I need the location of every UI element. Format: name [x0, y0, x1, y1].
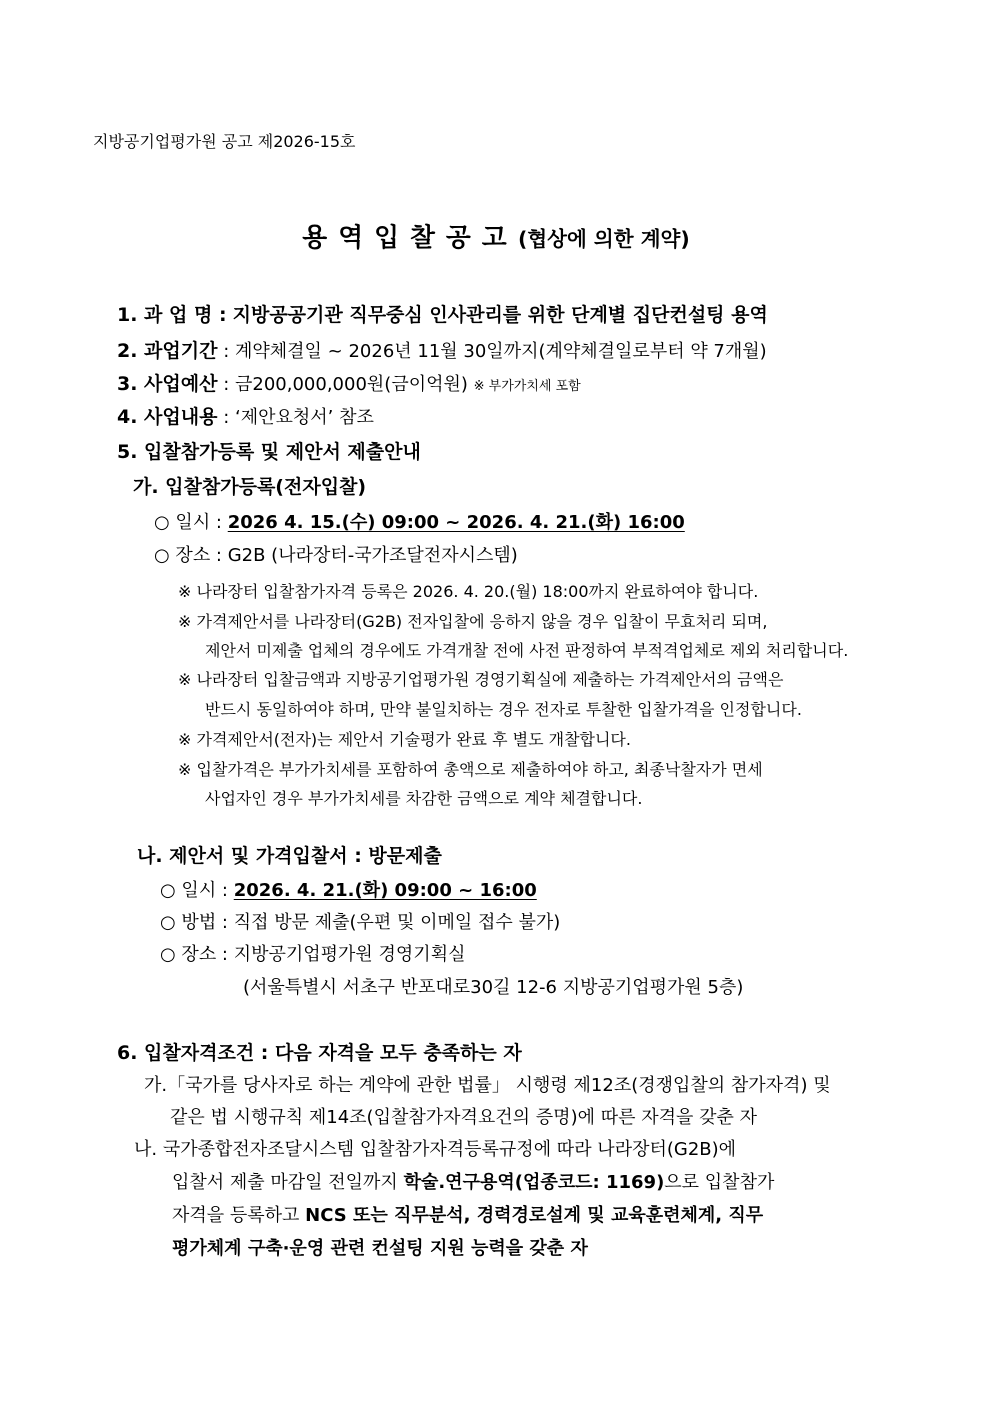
- item-budget: [117, 373, 581, 396]
- s6-ga-line1: 가.「국가를 당사자로 하는 계약에 관한 법률」 시행령 제12조(경쟁입찰의 참가자격) 및: [144, 1075, 831, 1096]
- item-value: : 계약체결일 ~ 2026년 11월 30일까지(계약체결일로부터 약 7개월): [223, 341, 767, 362]
- item-registration-heading: 5. 입찰참가등록 및 제안서 제출안내: [117, 441, 421, 463]
- na-date-label: ○ 일시 :: [160, 880, 228, 901]
- item-period: [117, 340, 767, 363]
- item-label: 1. 과 업 명 :: [117, 304, 227, 326]
- item-project-name: [117, 304, 768, 327]
- s6-na-line1: 나. 국가종합전자조달시스템 입찰참가자격등록규정에 따라 나라장터(G2B)에: [134, 1139, 737, 1160]
- na-place: ○ 장소 : 지방공기업평가원 경영기획실: [160, 944, 466, 965]
- s6-na-line3-pre: 자격을 등록하고: [172, 1205, 300, 1226]
- page-title: [0, 222, 992, 254]
- na-date: [160, 880, 537, 902]
- s6-na-line2: [172, 1172, 774, 1194]
- section-ga-heading: 가. 입찰참가등록(전자입찰): [133, 476, 367, 498]
- s6-na-line3: [172, 1205, 763, 1227]
- ga-note-2a: ※ 가격제안서를 나라장터(G2B) 전자입찰에 응하지 않을 경우 입찰이 무효처리 되며,: [178, 612, 768, 631]
- item-content: [117, 406, 374, 429]
- section-na-heading: 나. 제안서 및 가격입찰서 : 방문제출: [137, 845, 442, 867]
- s6-na-line3-bold: NCS 또는 직무분석, 경력경로설계 및 교육훈련체계, 직무: [305, 1205, 764, 1226]
- ga-date: [154, 512, 685, 534]
- item-note: ※ 부가가치세 포함: [473, 379, 581, 394]
- s6-na-line4: 평가체계 구축·운영 관련 컨설팅 지원 능력을 갖춘 자: [172, 1238, 588, 1259]
- ga-note-5b: 사업자인 경우 부가가치세를 차감한 금액으로 계약 체결합니다.: [205, 789, 643, 808]
- ga-note-4: ※ 가격제안서(전자)는 제안서 기술평가 완료 후 별도 개찰합니다.: [178, 730, 631, 749]
- item-label: 3. 사업예산: [117, 373, 218, 395]
- s6-na-line2-pre: 입찰서 제출 마감일 전일까지: [172, 1172, 398, 1193]
- item-label: 4. 사업내용: [117, 406, 218, 428]
- item-value: : ‘제안요청서’ 참조: [223, 407, 374, 428]
- item-value: : 금200,000,000원(금이억원): [223, 374, 468, 395]
- item-value: 지방공공기관 직무중심 인사관리를 위한 단계별 집단컨설팅 용역: [232, 304, 768, 326]
- ga-note-1: ※ 나라장터 입찰참가자격 등록은 2026. 4. 20.(월) 18:00까지 완료하여야 합니다.: [178, 582, 759, 601]
- na-address: (서울특별시 서초구 반포대로30길 12-6 지방공기업평가원 5층): [243, 977, 744, 998]
- ga-note-2b: 제안서 미제출 업체의 경우에도 가격개찰 전에 사전 판정하여 부적격업체로 제외 처리합니다.: [205, 641, 849, 660]
- ga-note-3a: ※ 나라장터 입찰금액과 지방공기업평가원 경영기획실에 제출하는 가격제안서의 금액은: [178, 670, 784, 689]
- ga-place: ○ 장소 : G2B (나라장터-국가조달전자시스템): [154, 545, 518, 566]
- na-date-value: 2026. 4. 21.(화) 09:00 ~ 16:00: [233, 880, 537, 901]
- title-main: 용 역 입 찰 공 고: [302, 223, 508, 253]
- s6-na-line2-bold: 학술.연구용역(업종코드: 1169): [403, 1172, 665, 1193]
- s6-ga-line2: 같은 법 시행규칙 제14조(입찰참가자격요건의 증명)에 따른 자격을 갖춘 자: [170, 1107, 757, 1128]
- ga-note-3b: 반드시 동일하여야 하며, 만약 불일치하는 경우 전자로 투찰한 입찰가격을 인정합니다.: [205, 700, 802, 719]
- title-sub: (협상에 의한 계약): [517, 227, 690, 251]
- item-label: 2. 과업기간: [117, 340, 218, 362]
- notice-number: 지방공기업평가원 공고 제2026-15호: [93, 132, 356, 151]
- section6-heading: 6. 입찰자격조건 : 다음 자격을 모두 충족하는 자: [117, 1042, 522, 1064]
- ga-note-5a: ※ 입찰가격은 부가가치세를 포함하여 총액으로 제출하여야 하고, 최종낙찰자가 면세: [178, 760, 763, 779]
- s6-na-line2-post: 으로 입찰참가: [664, 1172, 775, 1193]
- ga-date-value: 2026 4. 15.(수) 09:00 ~ 2026. 4. 21.(화) 16:00: [227, 512, 685, 533]
- ga-date-label: ○ 일시 :: [154, 512, 222, 533]
- na-method: ○ 방법 : 직접 방문 제출(우편 및 이메일 접수 불가): [160, 912, 561, 933]
